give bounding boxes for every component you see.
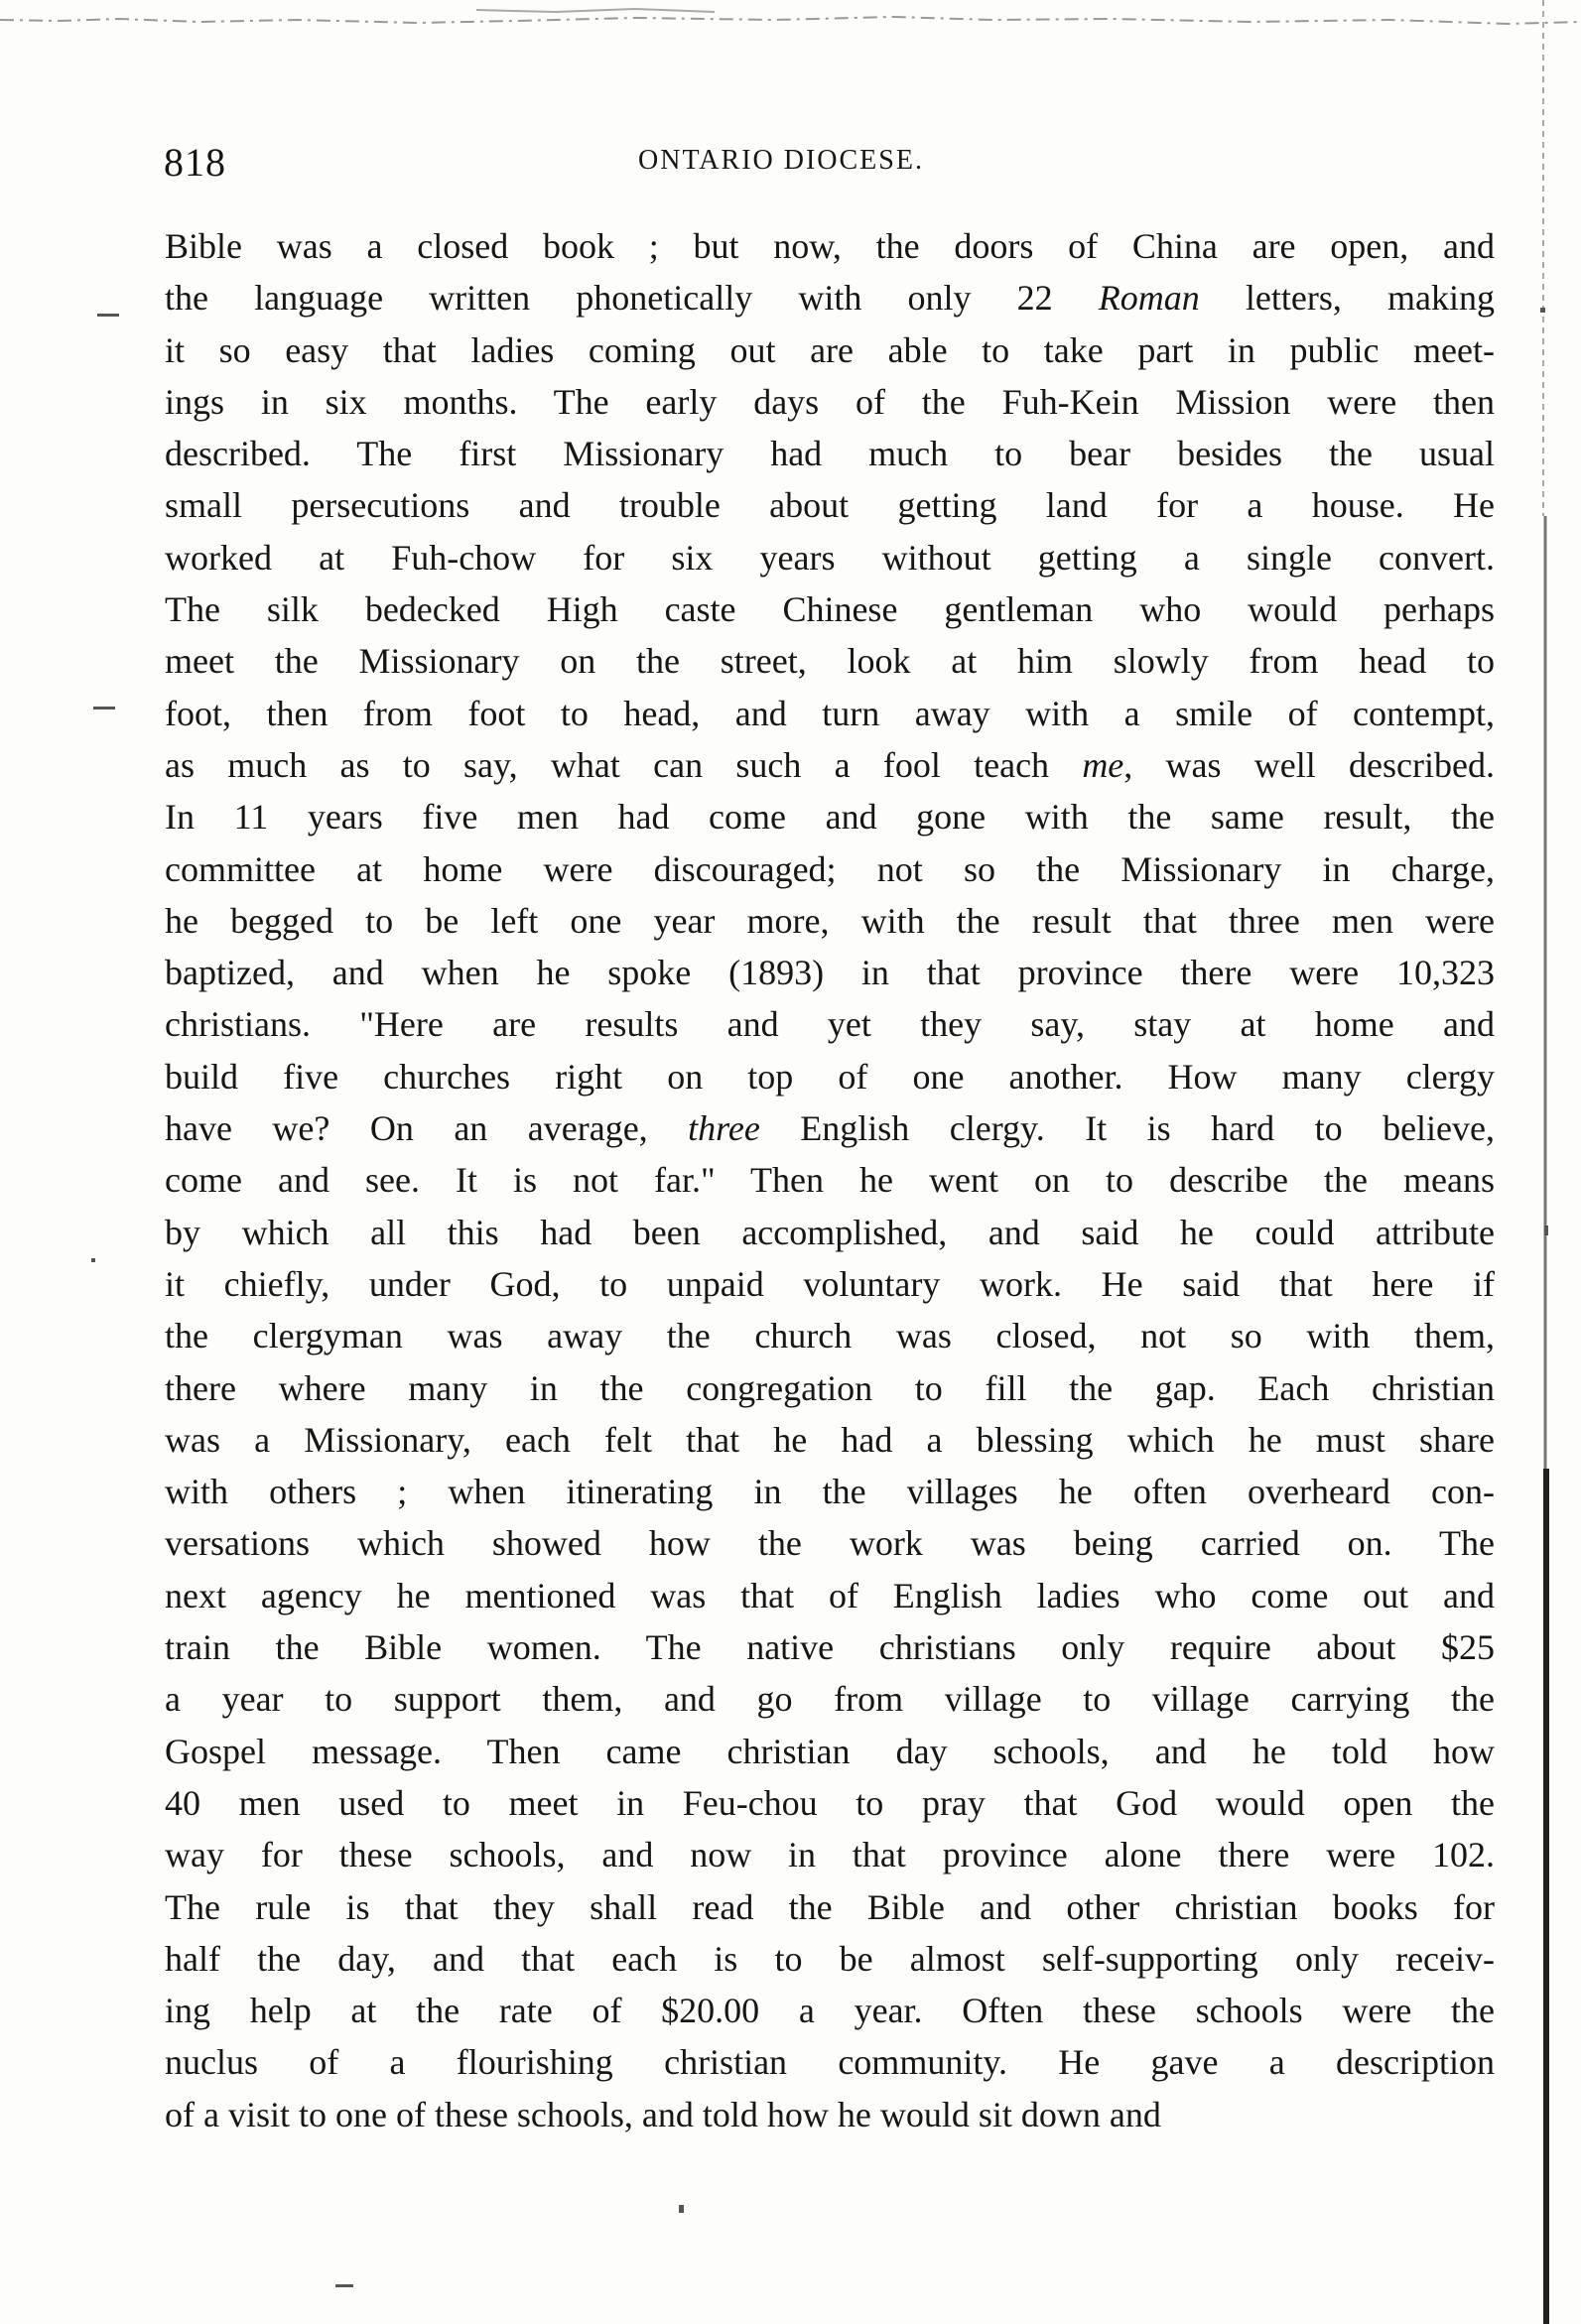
scan-right-edge — [1533, 0, 1581, 2324]
text-line: it chiefly, under God, to unpaid voluntary work. He said that here if — [165, 1263, 1495, 1304]
body-text — [165, 220, 1495, 2140]
text-line: committee at home were discouraged; not so the Missionary in charge, — [165, 848, 1495, 889]
margin-dot-bottom — [679, 2205, 684, 2213]
text-line: described. The first Missionary had much to bear besides the usual — [165, 434, 1495, 474]
text-line: meet the Missionary on the street, look at him slowly from head to — [165, 641, 1495, 682]
margin-dot-right-2 — [1544, 1226, 1548, 1235]
text-line: come and see. It is not far." Then he went on to describe the means — [165, 1160, 1495, 1201]
text-line: The rule is that they shall read the Bible and other christian books for — [165, 1886, 1495, 1927]
running-head — [164, 139, 1037, 198]
text-line: it so easy that ladies coming out are able to take part in public meet- — [165, 329, 1495, 370]
text-line: small persecutions and trouble about getting land for a house. He — [165, 485, 1495, 526]
text-line: the clergyman was away the church was closed, not so with them, — [165, 1316, 1495, 1356]
text-line: a year to support them, and go from village to village carrying the — [165, 1679, 1495, 1720]
text-line: of a visit to one of these schools, and told how he would sit down and — [165, 2094, 1161, 2134]
margin-dot-right-1 — [1540, 308, 1545, 313]
text-line: next agency he mentioned was that of English ladies who come out and — [165, 1575, 1495, 1615]
text-line: way for these schools, and now in that province alone there were 102. — [165, 1835, 1495, 1875]
text-line: with others ; when itinerating in the villages he often overheard con- — [165, 1472, 1495, 1512]
text-line: Bible was a closed book ; but now, the doors of China are open, and — [165, 226, 1495, 266]
text-line: foot, then from foot to head, and turn away with a smile of contempt, — [165, 693, 1495, 733]
text-line: by which all this had been accomplished, and said he could attribute — [165, 1212, 1495, 1252]
text-line: ings in six months. The early days of the Fuh-Kein Mission were then — [165, 381, 1495, 422]
text-line: train the Bible women. The native christians only require about $25 — [165, 1627, 1495, 1668]
text-line: he begged to be left one year more, with the result that three men were — [165, 900, 1495, 941]
text-line: there where many in the congregation to fill the gap. Each christian — [165, 1367, 1495, 1408]
text-line: 40 men used to meet in Feu-chou to pray that God would open the — [165, 1782, 1495, 1823]
text-line: the language written phonetically with only 22 Roman letters, making — [165, 278, 1495, 319]
text-line: baptized, and when he spoke (1893) in that province there were 10,323 — [165, 953, 1495, 993]
italic-word: three — [688, 1108, 760, 1149]
text-line: Gospel message. Then came christian day schools, and he told how — [165, 1731, 1495, 1771]
italic-word: Roman — [1098, 278, 1200, 319]
text-line: In 11 years five men had come and gone with the same result, the — [165, 797, 1495, 838]
italic-word: me — [1082, 744, 1124, 785]
margin-dot-left — [91, 1258, 95, 1262]
margin-dash-left-1 — [97, 314, 119, 317]
text-line: as much as to say, what can such a fool teach me, was well described. — [165, 744, 1495, 785]
margin-dash-left-2 — [93, 707, 115, 710]
text-line: worked at Fuh-chow for six years without getting a single convert. — [165, 537, 1495, 578]
text-line: versations which showed how the work was being carried on. The — [165, 1523, 1495, 1564]
text-line: half the day, and that each is to be almost self-supporting only receiv- — [165, 1938, 1495, 1979]
margin-dash-bottom — [335, 2284, 353, 2287]
text-line: nuclus of a flourishing christian community. He gave a description — [165, 2042, 1495, 2083]
page-header-title: ONTARIO DIOCESE. — [638, 145, 924, 176]
page-number: 818 — [164, 140, 226, 185]
text-line: was a Missionary, each felt that he had a blessing which he must share — [165, 1419, 1495, 1460]
text-line: The silk bedecked High caste Chinese gentleman who would perhaps — [165, 589, 1495, 630]
text-line: ing help at the rate of $20.00 a year. Often these schools were the — [165, 1991, 1495, 2031]
text-line: have we? On an average, three English clergy. It is hard to believe, — [165, 1108, 1496, 1149]
text-line: build five churches right on top of one another. How many clergy — [165, 1056, 1495, 1097]
scan-top-edge — [0, 0, 1581, 40]
text-line: christians. "Here are results and yet they say, stay at home and — [165, 1004, 1495, 1045]
